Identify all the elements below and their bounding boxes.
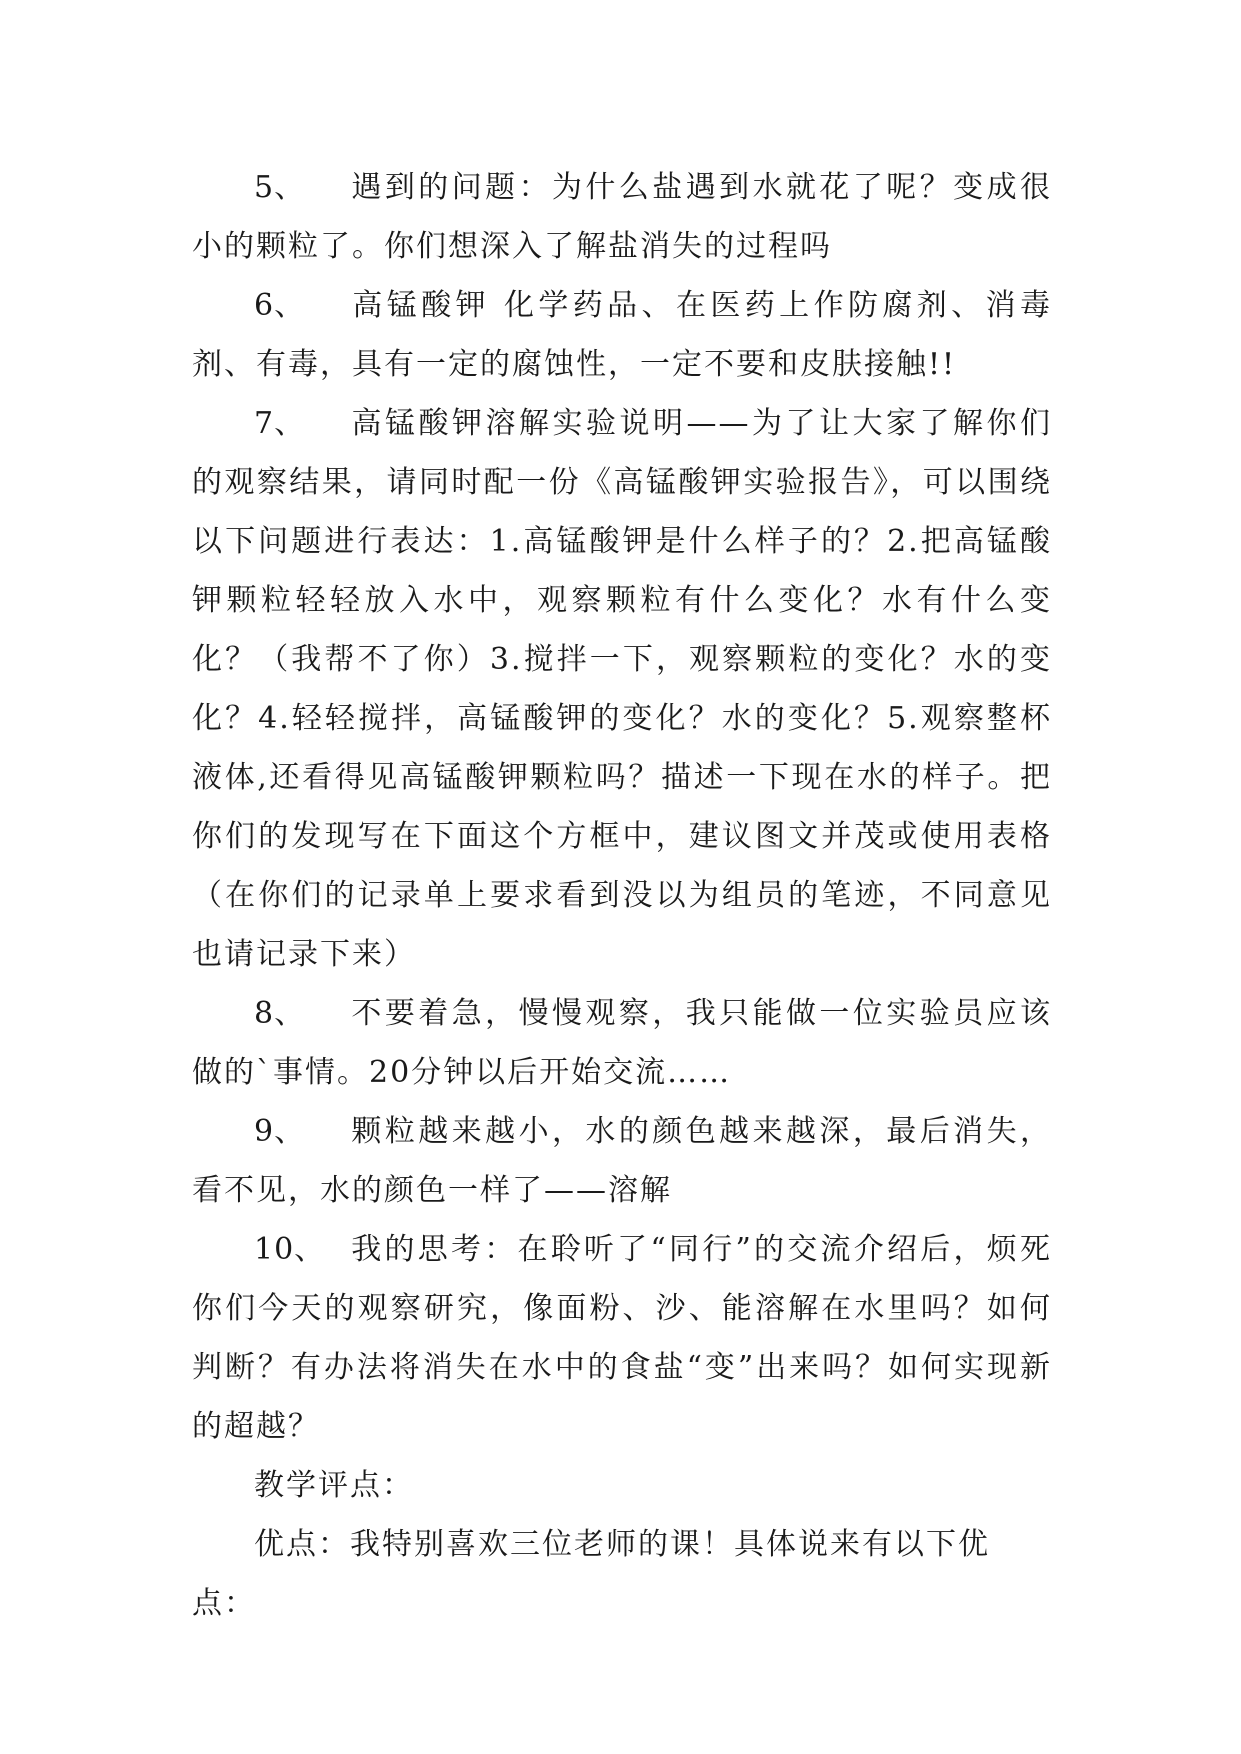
- list-item: [192, 158, 1052, 276]
- list-item: [192, 1220, 1052, 1456]
- list-item: [192, 394, 1052, 984]
- item-number: 7、: [254, 406, 306, 441]
- list-item: [192, 276, 1052, 394]
- item-text: 高锰酸钾溶解实验说明——为了让大家了解你们的观察结果，请同时配一份《高锰酸钾实验报告》，可以围绕以下问题进行表达：1.高锰酸钾是什么样子的？2.把高锰酸钾颗粒轻轻放入水中，观察颗粒有什么变化？水有什么变化？（我帮不了你）3.搅拌一下，观察颗粒的变化？水的变化？4.轻轻搅拌，高锰酸钾的变化？水的变化？5.观察整杯液体,还看得见高锰酸钾颗粒吗？描述一下现在水的样子。把你们的发现写在下面这个方框中，建议图文并茂或使用表格（在你们的记录单上要求看到没以为组员的笔迹，不同意见也请记录下来）: [192, 406, 1052, 972]
- item-number: 10、: [254, 1232, 326, 1267]
- item-text: 高锰酸钾 化学药品、在医药上作防腐剂、消毒剂、有毒，具有一定的腐蚀性，一定不要和皮肤接触!!: [192, 288, 1052, 382]
- item-number: 8、: [254, 996, 306, 1031]
- item-text: 我的思考：在聆听了“同行”的交流介绍后，烦死你们今天的观察研究，像面粉、沙、能溶解在水里吗？如何判断？有办法将消失在水中的食盐“变”出来吗？如何实现新的超越？: [192, 1232, 1052, 1444]
- item-number: 9、: [254, 1114, 306, 1149]
- review-summary: 优点：我特别喜欢三位老师的课！具体说来有以下优点：: [192, 1527, 990, 1621]
- review-title: 教学评点：: [254, 1468, 414, 1503]
- item-text: 遇到的问题：为什么盐遇到水就花了呢？变成很小的颗粒了。你们想深入了解盐消失的过程吗: [192, 170, 1052, 264]
- document-body: [192, 158, 1052, 1633]
- item-number: 5、: [254, 170, 306, 205]
- list-item: [192, 984, 1052, 1102]
- item-text: 颗粒越来越小，水的颜色越来越深，最后消失，看不见，水的颜色一样了——溶解: [192, 1114, 1052, 1208]
- item-number: 6、: [254, 288, 306, 323]
- item-text: 不要着急，慢慢观察，我只能做一位实验员应该做的`事情。20分钟以后开始交流……: [192, 996, 1052, 1090]
- list-item: [192, 1102, 1052, 1220]
